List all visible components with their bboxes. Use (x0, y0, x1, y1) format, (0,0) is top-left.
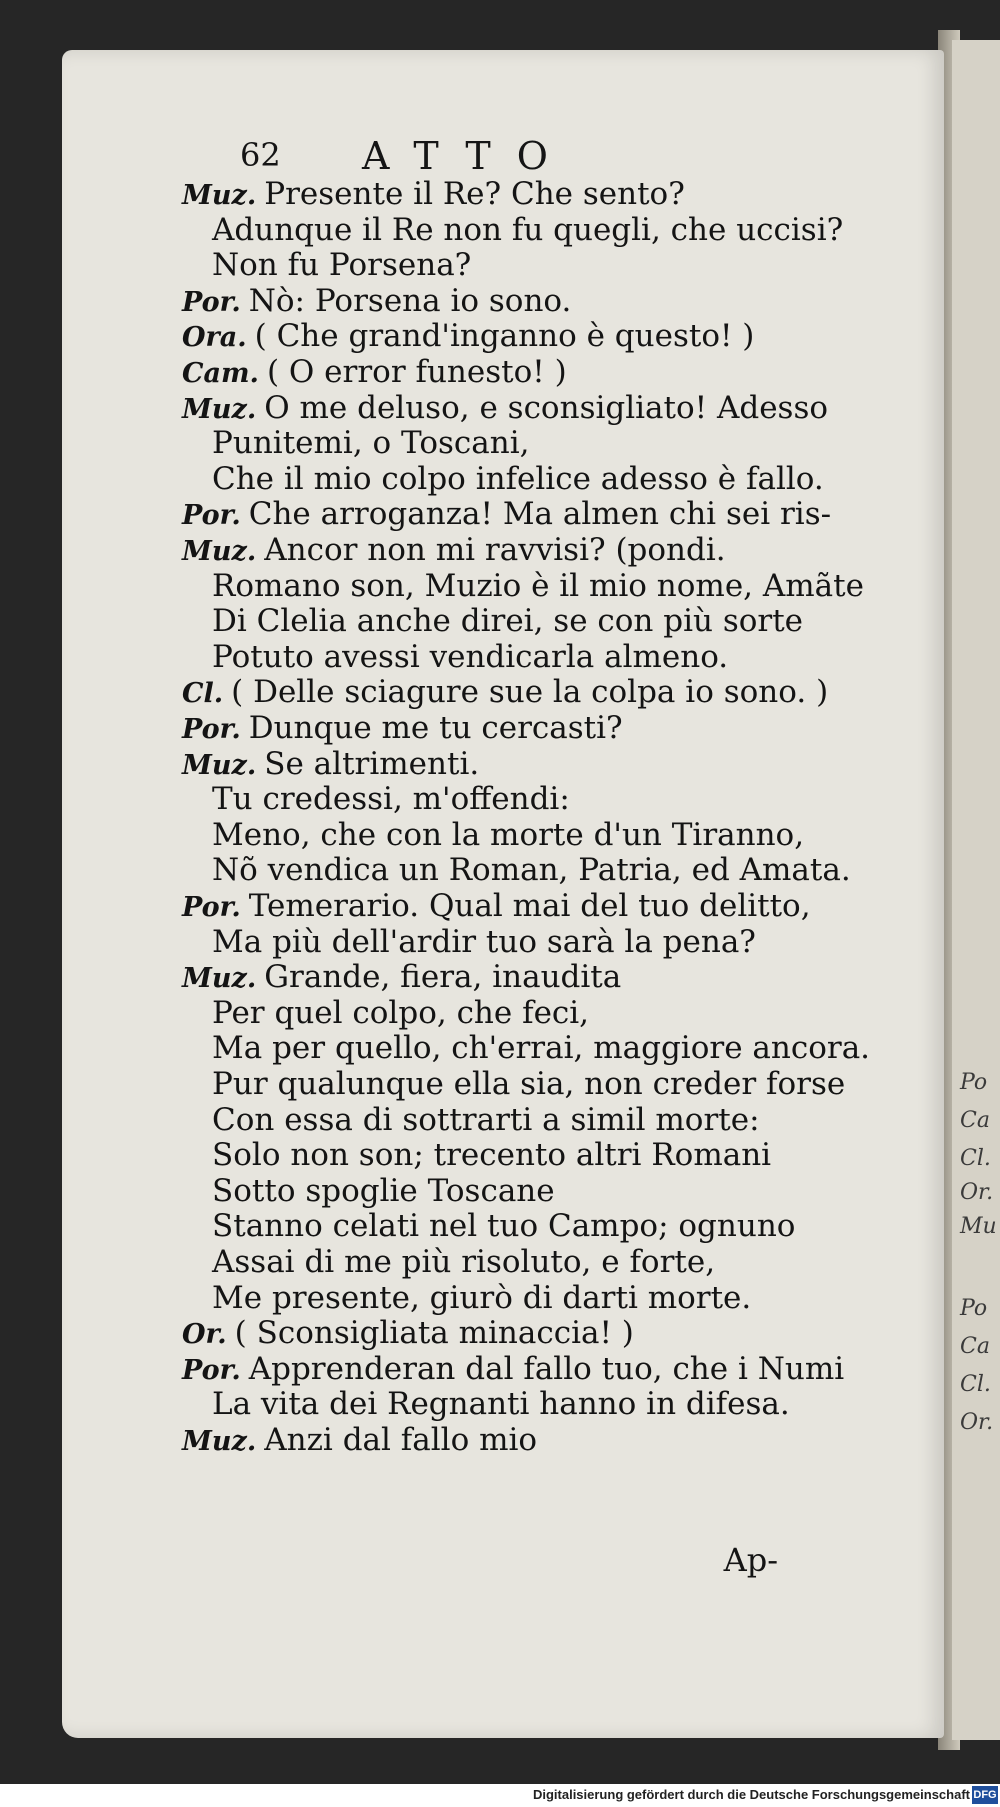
verse-text: Meno, che con la morte d'un Tiranno, (212, 816, 805, 853)
verse-text: Nò: Porsena io sono. (248, 282, 572, 319)
text-line (212, 247, 471, 283)
text-line (182, 1422, 537, 1458)
text-line (212, 852, 851, 888)
verse-text: Ancor non mi ravvisi? (pondi. (264, 532, 726, 568)
speaker-label: Muz. (182, 393, 257, 425)
verse-text: Pur qualunque ella sia, non creder forse (212, 1066, 846, 1102)
verse-text: Dunque me tu cercasti? (248, 710, 623, 746)
text-line (212, 1244, 715, 1280)
speaker-label: Or. (182, 1319, 227, 1351)
text-line (182, 674, 828, 710)
margin-mark: Ca (960, 1108, 990, 1133)
speaker-label: Por. (182, 892, 241, 923)
text-line (182, 176, 685, 212)
text-line (182, 710, 623, 746)
speaker-label: Por. (182, 714, 241, 745)
facing-page-edge (952, 40, 1000, 1740)
text-line (182, 496, 831, 532)
margin-mark: Ca (960, 1334, 990, 1359)
text-line (212, 603, 803, 639)
verse-text: Nõ vendica un Roman, Patria, ed Amata. (212, 852, 851, 889)
text-line (212, 1173, 555, 1209)
verse-text: Di Clelia anche direi, se con più sorte (212, 603, 804, 640)
text-line (212, 568, 864, 604)
speaker-label: Por. (182, 500, 241, 532)
verse-text: O me deluso, e sconsigliato! Adesso (264, 389, 829, 426)
verse-text: Romano son, Muzio è il mio nome, Amãte (212, 567, 864, 604)
verse-text: La vita dei Regnanti hanno in difesa. (212, 1386, 790, 1423)
text-line (212, 212, 843, 248)
verse-text: Per quel colpo, che feci, (212, 994, 590, 1031)
verse-text: Che il mio colpo infelice adesso è fallo. (212, 460, 824, 497)
verse-text: Grande, fiera, inaudita (264, 959, 622, 996)
text-line (212, 1066, 845, 1102)
text-line (212, 461, 824, 497)
verse-text: Se altrimenti. (264, 745, 480, 782)
verse-text: ( Che grand'inganno è questo! ) (254, 318, 755, 355)
speaker-label: Cl. (182, 678, 224, 710)
speaker-label: Muz. (182, 749, 257, 781)
speaker-label: Ora. (182, 322, 247, 354)
text-line (182, 390, 828, 426)
text-line (212, 425, 529, 461)
text-line (212, 1030, 870, 1066)
verse-text: Potuto avessi vendicarla almeno. (212, 638, 729, 675)
margin-mark: Mu (960, 1214, 997, 1239)
text-line (212, 781, 570, 817)
text-line (182, 283, 571, 319)
text-line (212, 995, 589, 1031)
text-line (212, 1137, 771, 1173)
footer-bar (0, 1784, 1000, 1807)
verse-text: Adunque il Re non fu quegli, che uccisi? (212, 211, 844, 248)
verse-text: Tu credessi, m'offendi: (212, 781, 570, 818)
verse-text: Solo non son; trecento altri Romani (212, 1137, 772, 1174)
text-line (212, 1386, 790, 1422)
running-title: ATTO (362, 134, 574, 178)
verse-text: ( Delle sciagure sue la colpa io sono. ) (231, 674, 829, 711)
speaker-label: Cam. (182, 358, 259, 389)
text-line (182, 959, 621, 995)
verse-text: Ma per quello, ch'errai, maggiore ancora. (212, 1030, 871, 1067)
footer-credit: Digitalisierung gefördert durch die Deutsche Forschungsgemeinschaft (532, 1787, 970, 1802)
verse-text: Ma più dell'ardir tuo sarà la pena? (212, 923, 756, 960)
margin-mark: Or. (960, 1410, 994, 1435)
text-line (182, 318, 754, 354)
margin-mark: Po (960, 1070, 988, 1095)
dfg-logo: DFG (972, 1786, 998, 1804)
text-line (182, 1315, 634, 1351)
text-line (212, 1102, 760, 1138)
text-line (212, 639, 728, 675)
verse-text: Apprenderan dal fallo tuo, che i Numi (248, 1350, 845, 1387)
verse-text: Temerario. Qual mai del tuo delitto, (248, 888, 811, 924)
text-line (182, 746, 479, 782)
verse-text: Con essa di sottrarti a simil morte: (212, 1101, 760, 1138)
verse-text: Me presente, giurò di darti morte. (212, 1279, 752, 1316)
page-number: 62 (240, 136, 281, 174)
speaker-label: Muz. (182, 180, 257, 211)
verse-text: ( Sconsigliata minaccia! ) (234, 1315, 634, 1352)
margin-mark: Or. (960, 1180, 994, 1205)
speaker-label: Por. (182, 286, 241, 318)
speaker-label: Muz. (182, 1426, 257, 1457)
verse-text: Assai di me più risoluto, e forte, (212, 1244, 716, 1280)
verse-text: Punitemi, o Toscani, (212, 425, 530, 462)
verse-text: Stanno celati nel tuo Campo; ognuno (212, 1208, 796, 1245)
speaker-label: Muz. (182, 963, 257, 995)
verse-text: Che arroganza! Ma almen chi sei ris- (248, 496, 832, 533)
book-page (62, 50, 944, 1738)
text-line (212, 817, 804, 853)
catchword: Ap- (723, 1541, 778, 1579)
margin-mark: Cl. (960, 1146, 991, 1171)
text-line (182, 532, 726, 568)
verse-text: Non fu Porsena? (212, 247, 472, 284)
margin-mark: Cl. (960, 1372, 991, 1397)
text-line (182, 354, 567, 390)
text-line (212, 924, 756, 960)
text-line (182, 888, 811, 924)
verse-text: Presente il Re? Che sento? (264, 176, 685, 212)
text-line (212, 1280, 751, 1316)
text-line (182, 1351, 844, 1387)
verse-text: ( O error funesto! ) (266, 354, 567, 390)
speaker-label: Muz. (182, 536, 257, 567)
speaker-label: Por. (182, 1354, 241, 1386)
text-line (212, 1208, 795, 1244)
margin-mark: Po (960, 1296, 988, 1321)
verse-text: Sotto spoglie Toscane (212, 1172, 555, 1209)
verse-text: Anzi dal fallo mio (264, 1422, 538, 1458)
